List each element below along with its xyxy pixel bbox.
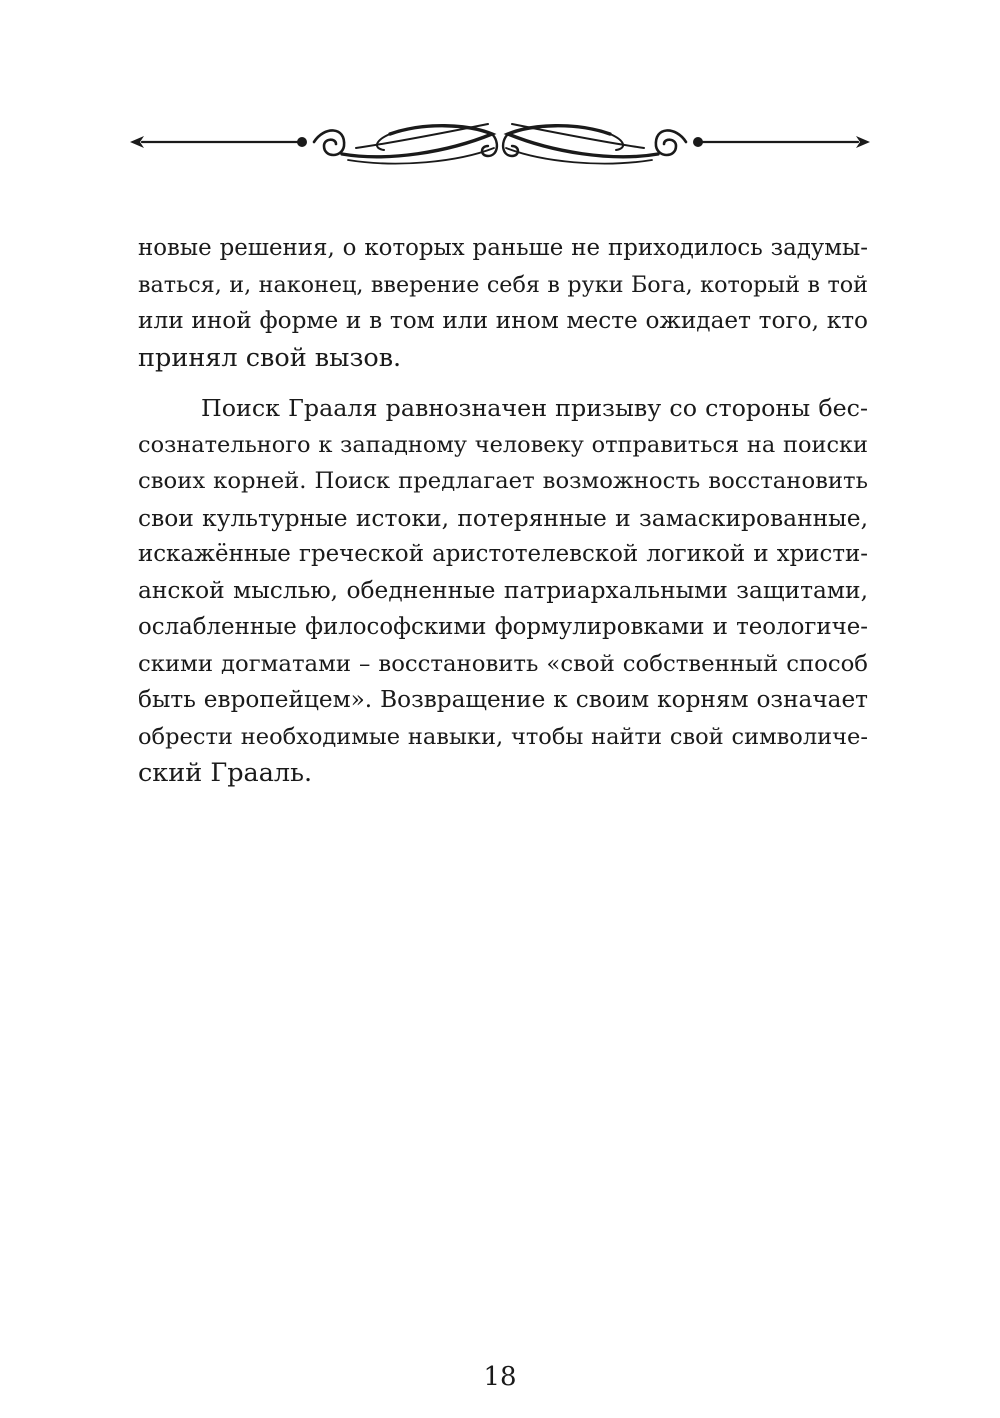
text-line: принял свой вызов. (138, 342, 402, 373)
text-line: скими догматами – восстановить «свой собственный способ (138, 650, 868, 677)
text-line: искажённые греческой аристотелевской логикой и христи- (138, 541, 868, 567)
text-line: своих корней. Поиск предлагает возможность восстановить (138, 468, 868, 494)
text-line: ослабленные философскими формулировками и теологиче- (138, 614, 868, 640)
header-ornament-icon (128, 112, 872, 174)
text-line: Поиск Грааля равнозначен призыву со стороны бес- (201, 394, 868, 422)
text-line: обрести необходимые навыки, чтобы найти свой символиче- (138, 723, 868, 750)
text-line: анской мыслью, обедненные патриархальными защитами, (138, 576, 868, 604)
text-line: свои культурные истоки, потерянные и замаскированные, (138, 503, 868, 532)
text-line: быть европейцем». Возвращение к своим корням означает (138, 686, 868, 713)
page-number: 18 (483, 1362, 517, 1392)
text-line: или иной форме и в том или ином месте ожидает того, кто (138, 307, 868, 334)
text-line: ваться, и, наконец, вверение себя в руки Бога, который в той (138, 271, 868, 298)
text-line: ский Грааль. (138, 758, 313, 788)
text-line: новые решения, о которых раньше не приходилось задумы- (138, 235, 868, 261)
body-text (138, 230, 868, 792)
text-line: сознательного к западному человеку отправиться на поиски (138, 431, 868, 458)
